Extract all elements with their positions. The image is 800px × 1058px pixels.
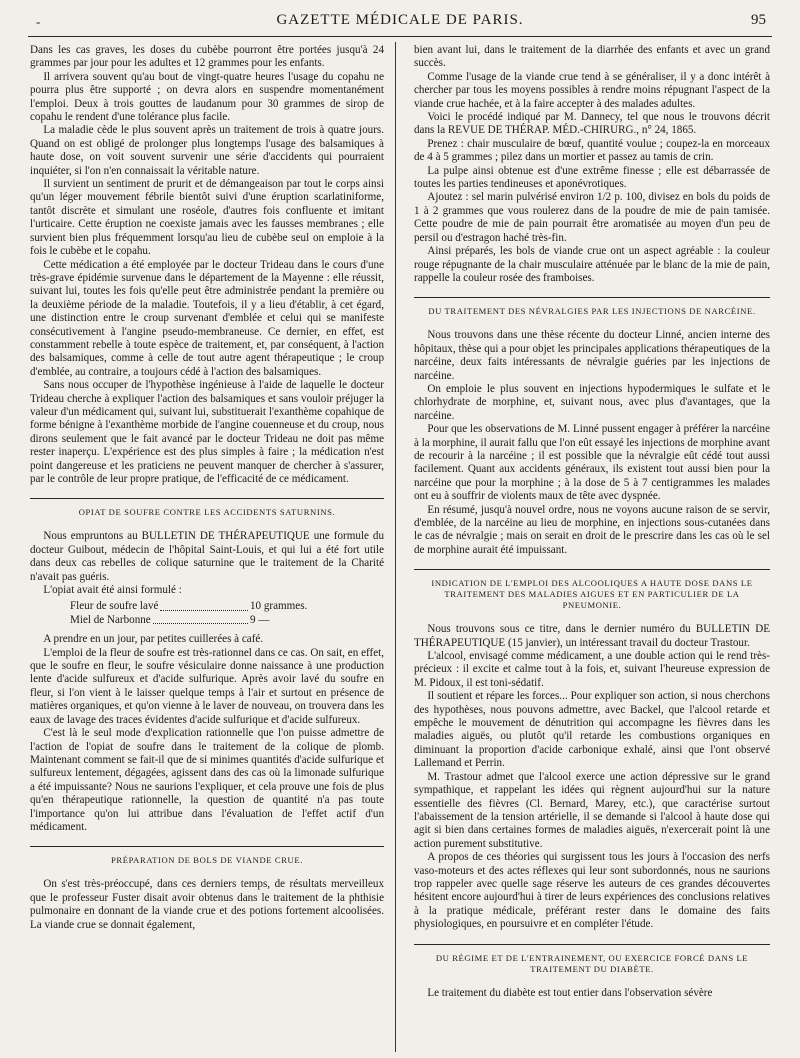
column-divider (395, 42, 396, 1052)
journal-title: GAZETTE MÉDICALE DE PARIS. (276, 12, 524, 28)
paragraph: bien avant lui, dans le traitement de la diarrhée des enfants et avec un grand succès. (414, 44, 770, 70)
leader-dots (160, 600, 248, 610)
paragraph: L'opiat avait été ainsi formulé : (43, 584, 182, 597)
paragraph: Il soutient et répare les forces... Pour expliquer son action, si nous cherchons des hypothèses, nous pouvons admettre, avec Backel, que l'alcool retarde et empêche le mouvement de dénutrition qui accompagne les fièvres dans les maladies aiguës, ou plutôt qu'il retarde les combustions organiques en diminuant la proportion d'acide carbonique exhalé, ainsi que l'ont observé Lallemand et Perrin. (414, 690, 770, 770)
paragraph: Pour que les observations de M. Linné pussent engager à préférer la narcéine à la morphine, il aurait fallu que l'on eût essayé les injections de morphine avant de recourir à la narcéine ; il est possible que la névralgie eût cédé tout aussi facilement. Quant aux accidents généraux, ils existent tout aussi bien pour la narcéine que pour la morphine ; à la dose de 5 à 7 centigrammes les malades ont eu à souffrir de violents maux de tête avec dyspnée. (414, 423, 770, 503)
paragraph: A propos de ces théories qui surgissent tous les jours à l'occasion des nerfs vaso-moteurs et des actes réflexes qui leur sont subordonnés, nous ne saurions trop rappeler avec quelle sage réserve les auteurs de ces grandes découvertes hésitent encore aujourd'hui à tirer de leurs expériences des conclusions relatives à la pratique médicale, préférant rester dans le domaine des faits physiologiques, en poursuivre et en compléter l'étude. (414, 851, 770, 931)
paragraph: Ajoutez : sel marin pulvérisé environ 1/2 p. 100, divisez en bols du poids de 1 à 2 grammes que vous roulerez dans de la poudre de mie de pain tamisée. Cette poudre de mie de pain pourrait être aromatisée au moyen d'un peu de persil ou d'estragon haché très-fin. (414, 191, 770, 244)
prescription-row (70, 600, 310, 613)
ingredient-quantity: 9 — (250, 613, 270, 626)
section-heading-narceine: DU TRAITEMENT DES NÉVRALGIES PAR LES INJECTIONS DE NARCÉINE. (414, 297, 770, 317)
paragraph: En résumé, jusqu'à nouvel ordre, nous ne voyons aucune raison de se servir, d'emblée, de la narcéine au lieu de morphine, en injections sous-cutanées dans le cas de névralgie ; mais on serait en droit de le prescrire dans les cas où le sel de morphine aurait été impuissant. (414, 503, 770, 556)
paragraph: Nous trouvons sous ce titre, dans le dernier numéro du BULLETIN DE THÉRAPEUTIQUE (15 janvier), un intéressant travail du docteur Trastour. (414, 623, 770, 649)
left-column (30, 44, 384, 1049)
paragraph: La maladie cède le plus souvent après un traitement de trois à quatre jours. Quand on est obligé de prolonger plus longtemps l'usage des balsamiques à haute dose, on voit souvent survenir une série d'accidents qui pourraient inquiéter, si l'on n'en connaissait la véritable nature. (30, 124, 384, 177)
paragraph: C'est là le seul mode d'explication rationnelle que l'on puisse admettre de l'action de l'opiat de soufre dans le traitement de la colique de plomb. Maintenant comment se fait-il que de si minimes quantités d'acide sulfurique et sulfureux lentement, dégagées, agissent dans des cas où la limonade sulfurique a été impuissante? Nous ne saurions l'expliquer, et cela prouve une fois de plus qu'en thérapeutique rationnelle, la question de quantité n'a pas toute l'importance qu'on lui attribue dans l'évaluation de l'effet actif d'un médicament. (30, 727, 384, 833)
paragraph: Prenez : chair musculaire de bœuf, quantité voulue ; coupez-la en morceaux de 4 à 5 grammes ; pilez dans un mortier et passez au tamis de crin. (414, 137, 770, 164)
paragraph: Sans nous occuper de l'hypothèse ingénieuse à l'aide de laquelle le docteur Trideau cherche à expliquer l'action des balsamiques et sans vouloir préjuger la valeur d'un médicament qui, suivant lui, substituerait l'exanthème copahique de forme bénigne à l'exanthème morbide de l'angine couenneuse et du croup, nous dirons seulement que le fait avancé par le docteur Trideau ne doit pas même rester inaperçu. L'expérience est des plus simples à faire ; la médication n'est point dangereuse et les praticiens ne peuvent manquer de chercher à s'assurer, par le contrôle de leur propre pratique, de l'efficacité de ce médicament. (30, 379, 384, 485)
prescription-row (70, 614, 310, 627)
leader-dots (153, 614, 248, 624)
page-number: 95 (751, 12, 766, 28)
prescription (70, 600, 384, 627)
ingredient-name: Fleur de soufre lavé (70, 600, 159, 613)
paragraph: A prendre en un jour, par petites cuillerées à café. (43, 633, 264, 646)
page-header (28, 12, 772, 37)
paragraph: Il survient un sentiment de prurit et de démangeaison par tout le corps ainsi qu'un léger mouvement fébrile bientôt suivi d'une éruption scarlatiniforme, tantôt discrète et simulant une roséole, d'autres fois confluente et imitant l'urticaire. Cette éruption ne coexiste jamais avec les fausses membranes ; elle survient bien plus fréquemment lorsqu'au lieu de cubèbe seul on emploie à la fois le cubèbe et le copahu. (30, 178, 384, 258)
section-heading-opiat: OPIAT DE SOUFRE CONTRE LES ACCIDENTS SATURNINS. (30, 498, 384, 518)
paragraph: L'alcool, envisagé comme médicament, a une double action qui le rend très-précieux : il excite et calme tout à la fois, et, suivant l'heureuse expression de M. Pidoux, il est toni-sédatif. (414, 650, 770, 689)
paragraph: On s'est très-préoccupé, dans ces derniers temps, de résultats merveilleux que le professeur Fuster disait avoir obtenus dans le traitement de la phthisie pulmonaire en donnant de la viande crue et des potions fortement alcoolisées. La viande crue se donnait également, (30, 878, 384, 931)
paragraph: Nous empruntons au BULLETIN DE THÉRAPEUTIQUE une formule du docteur Guibout, médecin de l'hôpital Saint-Louis, et qui lui a été fort utile dans deux cas rebelles de colique saturnine que le traitement de la Charité n'avait pas guéris. (30, 530, 384, 583)
right-column (414, 44, 770, 1049)
header-mark: - (36, 14, 41, 29)
section-heading-diabete: DU RÉGIME ET DE L'ENTRAINEMENT, OU EXERCICE FORCÉ DANS LE TRAITEMENT DU DIABÈTE. (414, 944, 770, 975)
paragraph: Le traitement du diabète est tout entier dans l'observation sévère (427, 986, 713, 999)
paragraph: Ainsi préparés, les bols de viande crue ont un aspect agréable : la couleur rouge répugnante de la chair musculaire atténuée par le blanc de la mie de pain, rappelle la couleur rosée des framboises. (414, 245, 770, 284)
section-heading-bols: PRÉPARATION DE BOLS DE VIANDE CRUE. (30, 846, 384, 866)
ingredient-quantity: 10 grammes. (250, 600, 308, 613)
paragraph: On emploie le plus souvent en injections hypodermiques le sulfate et le chlorhydrate de morphine, et, suivant nous, avec plus d'avantages, que la narcéine. (414, 382, 770, 422)
paragraph: Dans les cas graves, les doses du cubèbe pourront être portées jusqu'à 24 grammes par jour pour les adultes et 12 grammes pour les enfants. (30, 44, 384, 70)
paragraph: Il arrivera souvent qu'au bout de vingt-quatre heures l'usage du copahu ne pourra plus être supporté ; on devra alors en suspendre momentanément l'emploi. Deux à trois gouttes de laudanum pour 30 grammes de sirop de copahu le rendent d'une tolérance plus facile. (30, 70, 384, 124)
section-heading-alcooliques: INDICATION DE L'EMPLOI DES ALCOOLIQUES A HAUTE DOSE DANS LE TRAITEMENT DES MALADIES AIGUES ET EN PARTICULIER DE LA PNEUMONIE. (414, 569, 770, 611)
paragraph: M. Trastour admet que l'alcool exerce une action dépressive sur le grand sympathique, et rappelant les idées qui règnent aujourd'hui sur la nature essentielle des fièvres (Cl. Bernard, Marey, etc.), que caractérise surtout l'abaissement de la tension artérielle, il se demande si l'alcool à haute dose qui agit si bien dans certaines formes de maladies aiguës, n'exercerait point là une action purement substitutive. (414, 770, 770, 850)
paragraph: Voici le procédé indiqué par M. Dannecy, tel que nous le trouvons décrit dans la REVUE DE THÉRAP. MÉD.-CHIRURG., n° 24, 1865. (414, 111, 770, 137)
paragraph: Nous trouvons dans une thèse récente du docteur Linné, ancien interne des hôpitaux, thèse qui a pour objet les principales applications thérapeutiques de la narcéine, deux faits intéressants de névralgie guéries par les injections de narcéine. (414, 329, 770, 382)
paragraph: L'emploi de la fleur de soufre est très-rationnel dans ce cas. On sait, en effet, que le soufre en fleur, le soufre vésiculaire donne naissance à une production lente d'acide sulfureux et d'acide sulfurique. Après avoir lavé du soufre en fleur, si l'on vient à le laisser quelque temps à l'air et surtout en présence de matières organiques, et qu'on vienne à le laver de nouveau, on trouvera dans les eaux de lavage des traces évidentes d'acide sulfurique et d'acide sulfureux. (30, 646, 384, 726)
paragraph: La pulpe ainsi obtenue est d'une extrême finesse ; elle est débarrassée de toutes les parties tendineuses et aponévrotiques. (414, 164, 770, 191)
paragraph: Comme l'usage de la viande crue tend à se généraliser, il y a donc intérêt à chercher par tous les moyens possibles à rendre moins répugnant l'aspect de la viande crue hachée, et à la faire accepter à des malades adultes. (414, 70, 770, 110)
paragraph: Cette médication a été employée par le docteur Trideau dans le cours d'une très-grave épidémie survenue dans le département de la Mayenne : elle réussit, suivant lui, toutes les fois qu'elle peut être administrée pendant la première ou la deuxième période de la maladie. Toutefois, il y a lieu d'établir, à cet égard, une distinction entre le croup survenant d'emblée et celui qui se manifeste consécutivement à l'angine pseudo-membraneuse. Ce dernier, en effet, est constamment rebelle à toute espèce de traitement, et, par conséquent, à l'action des balsamiques, comme à celle de tout autre agent thérapeutique ; le croup d'emblée, au contraire, a toujours cédé à l'action des balsamiques. (30, 258, 384, 378)
ingredient-name: Miel de Narbonne (70, 613, 151, 626)
